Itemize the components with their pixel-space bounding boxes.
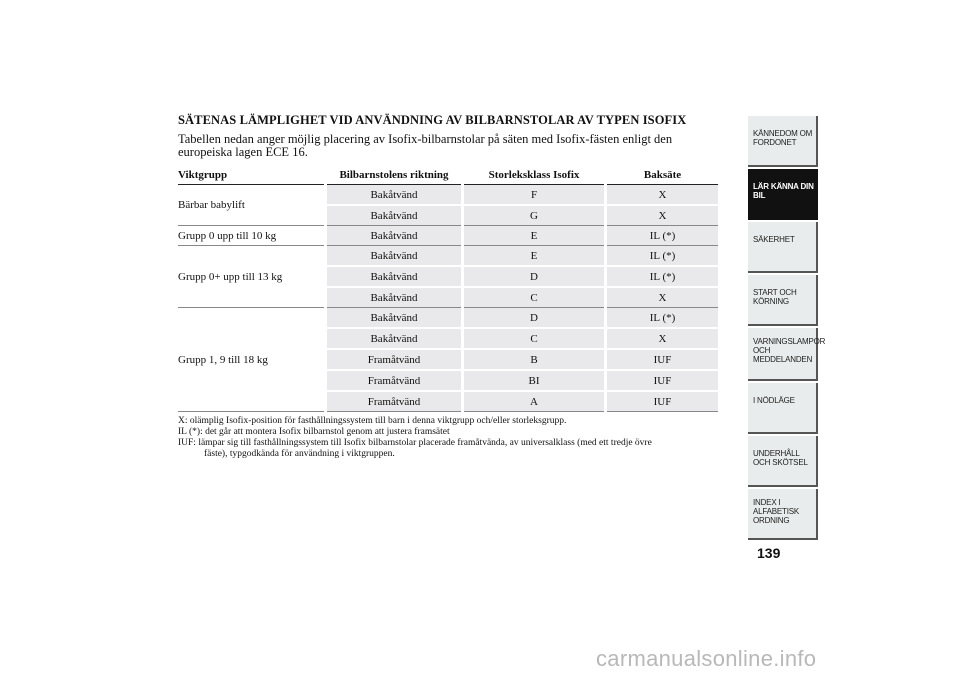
table-body	[178, 185, 718, 412]
baksate-cell: X	[606, 328, 719, 349]
page-number: 139	[757, 545, 781, 561]
storleksklass-cell: C	[463, 287, 606, 308]
riktning-cell: Bakåtvänd	[326, 205, 463, 226]
storleksklass-cell: A	[463, 391, 606, 412]
storleksklass-cell: G	[463, 205, 606, 226]
main-content	[178, 112, 718, 460]
intro-text: Tabellen nedan anger möjlig placering av Isofix-bilbarnstolar på säten med Isofix-fästen enligt den europeiska lagen ECE 16.	[178, 132, 673, 159]
baksate-cell: IL (*)	[606, 226, 719, 246]
note-iuf-continued: fäste), typgodkända för användning i viktgruppen.	[204, 449, 395, 459]
baksate-cell: IL (*)	[606, 246, 719, 267]
header-baksate: Baksäte	[606, 166, 719, 185]
table-row	[178, 185, 718, 206]
viktgrupp-cell: Grupp 1, 9 till 18 kg	[178, 308, 326, 412]
storleksklass-cell: E	[463, 226, 606, 246]
chapter-sidebar	[748, 116, 826, 542]
riktning-cell: Bakåtvänd	[326, 308, 463, 329]
isofix-table	[178, 166, 718, 412]
baksate-cell: IL (*)	[606, 308, 719, 329]
watermark: carmanualsonline.info	[596, 646, 817, 671]
viktgrupp-cell: Bärbar babylift	[178, 185, 326, 226]
tab-i-nodlage[interactable]	[748, 383, 818, 434]
viktgrupp-cell: Grupp 0+ upp till 13 kg	[178, 246, 326, 308]
header-storleksklass: Storleksklass Isofix	[463, 166, 606, 185]
tab-kannedom[interactable]	[748, 116, 818, 167]
tab-start-och-korning[interactable]	[748, 275, 818, 326]
tab-sakerhet[interactable]	[748, 222, 818, 273]
riktning-cell: Framåtvänd	[326, 349, 463, 370]
riktning-cell: Bakåtvänd	[326, 287, 463, 308]
header-viktgrupp: Viktgrupp	[178, 166, 326, 185]
baksate-cell: X	[606, 287, 719, 308]
baksate-cell: IUF	[606, 349, 719, 370]
note-il: IL (*): det går att montera Isofix bilbarnstol genom att justera framsätet	[178, 427, 450, 437]
storleksklass-cell: D	[463, 308, 606, 329]
storleksklass-cell: F	[463, 185, 606, 206]
riktning-cell: Bakåtvänd	[326, 328, 463, 349]
storleksklass-cell: BI	[463, 370, 606, 391]
storleksklass-cell: C	[463, 328, 606, 349]
baksate-cell: IL (*)	[606, 266, 719, 287]
header-riktning: Bilbarnstolens riktning	[326, 166, 463, 185]
table-row	[178, 246, 718, 267]
tab-varningslampor[interactable]	[748, 328, 826, 381]
table-row	[178, 308, 718, 329]
baksate-cell: IUF	[606, 391, 719, 412]
tab-label: START OCH KÖRNING	[753, 288, 797, 306]
riktning-cell: Framåtvänd	[326, 370, 463, 391]
tab-label: SÄKERHET	[753, 235, 795, 244]
storleksklass-cell: E	[463, 246, 606, 267]
tab-label: LÄR KÄNNA DIN BIL	[753, 182, 814, 200]
riktning-cell: Bakåtvänd	[326, 185, 463, 206]
storleksklass-cell: D	[463, 266, 606, 287]
tab-label: INDEX I ALFABETISK ORDNING	[753, 498, 800, 525]
viktgrupp-cell: Grupp 0 upp till 10 kg	[178, 226, 326, 246]
tab-index[interactable]	[748, 489, 818, 540]
riktning-cell: Bakåtvänd	[326, 226, 463, 246]
tab-underhall[interactable]	[748, 436, 818, 487]
riktning-cell: Framåtvänd	[326, 391, 463, 412]
tab-label: UNDERHÅLL OCH SKÖTSEL	[753, 449, 808, 467]
riktning-cell: Bakåtvänd	[326, 266, 463, 287]
page-title: SÄTENAS LÄMPLIGHET VID ANVÄNDNING AV BILBARNSTOLAR AV TYPEN ISOFIX	[178, 113, 687, 127]
table-row	[178, 226, 718, 246]
tab-label: VARNINGSLAMPOR OCH MEDDELANDEN	[753, 337, 826, 364]
note-x: X: olämplig Isofix-position för fasthållningssystem till barn i denna viktgrupp och/eller storleksgrupp.	[178, 416, 567, 426]
baksate-cell: X	[606, 185, 719, 206]
baksate-cell: IUF	[606, 370, 719, 391]
note-iuf: IUF: lämpar sig till fasthållningssystem till Isofix bilbarnstolar placerade framåtvända, av universalklass (med ett tredje övre	[178, 438, 652, 448]
tab-lar-kanna-din-bil[interactable]	[748, 169, 818, 220]
riktning-cell: Bakåtvänd	[326, 246, 463, 267]
baksate-cell: X	[606, 205, 719, 226]
footnotes	[178, 416, 718, 460]
tab-label: I NÖDLÄGE	[753, 396, 795, 405]
tab-label: KÄNNEDOM OM FORDONET	[753, 129, 813, 147]
storleksklass-cell: B	[463, 349, 606, 370]
table-header-row	[178, 166, 718, 185]
